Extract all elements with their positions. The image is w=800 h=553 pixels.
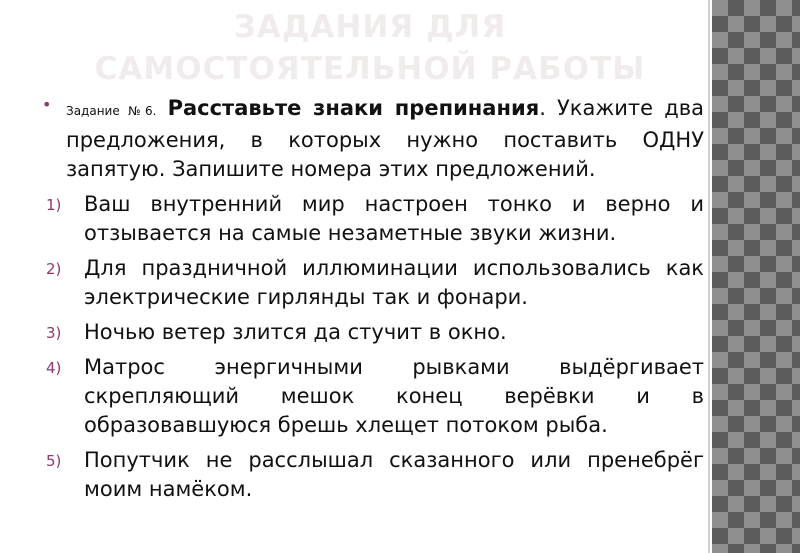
item-number: 3) [46,324,62,342]
slide-title: ЗАДАНИЯ ДЛЯ САМОСТОЯТЕЛЬНОЙ РАБОТЫ [94,9,646,87]
item-text: Ваш внутренний мир настроен тонко и верно и отзывается на самые незаметные звуки жизни. [84,192,704,245]
item-text: Ночью ветер злится да стучит в окно. [84,320,507,344]
bullet-icon: • [42,95,52,114]
item-text: Попутчик не расслышал сказанного или пренебрёг моим намёком. [84,448,704,501]
item-number: 4) [46,359,62,377]
list-item [46,353,704,440]
task-description: . Укажите два предложения, в которых нужно поставить ОДНУ запятую. Запишите номера этих предложений. [66,96,704,181]
item-number: 5) [46,452,62,470]
list-item [46,254,704,312]
list-item [46,446,704,504]
item-text: Матрос энергичными рывками выдёргивает скрепляющий мешок конец верёвки и в образовавшуюся брешь хлещет потоком рыба. [84,355,704,437]
slide-content [42,94,704,504]
decorative-checker-pattern [712,0,800,553]
sentence-list [46,190,704,504]
item-number: 1) [46,196,62,214]
list-item [46,190,704,248]
task-number: Задание №6. [66,104,157,118]
list-item [46,318,704,347]
item-text: Для праздничной иллюминации использовались как электрические гирлянды так и фонари. [84,256,704,309]
item-number: 2) [46,260,62,278]
task-instruction: Расставьте знаки препинания [167,96,540,120]
side-divider [708,0,710,553]
task-paragraph [42,94,704,184]
